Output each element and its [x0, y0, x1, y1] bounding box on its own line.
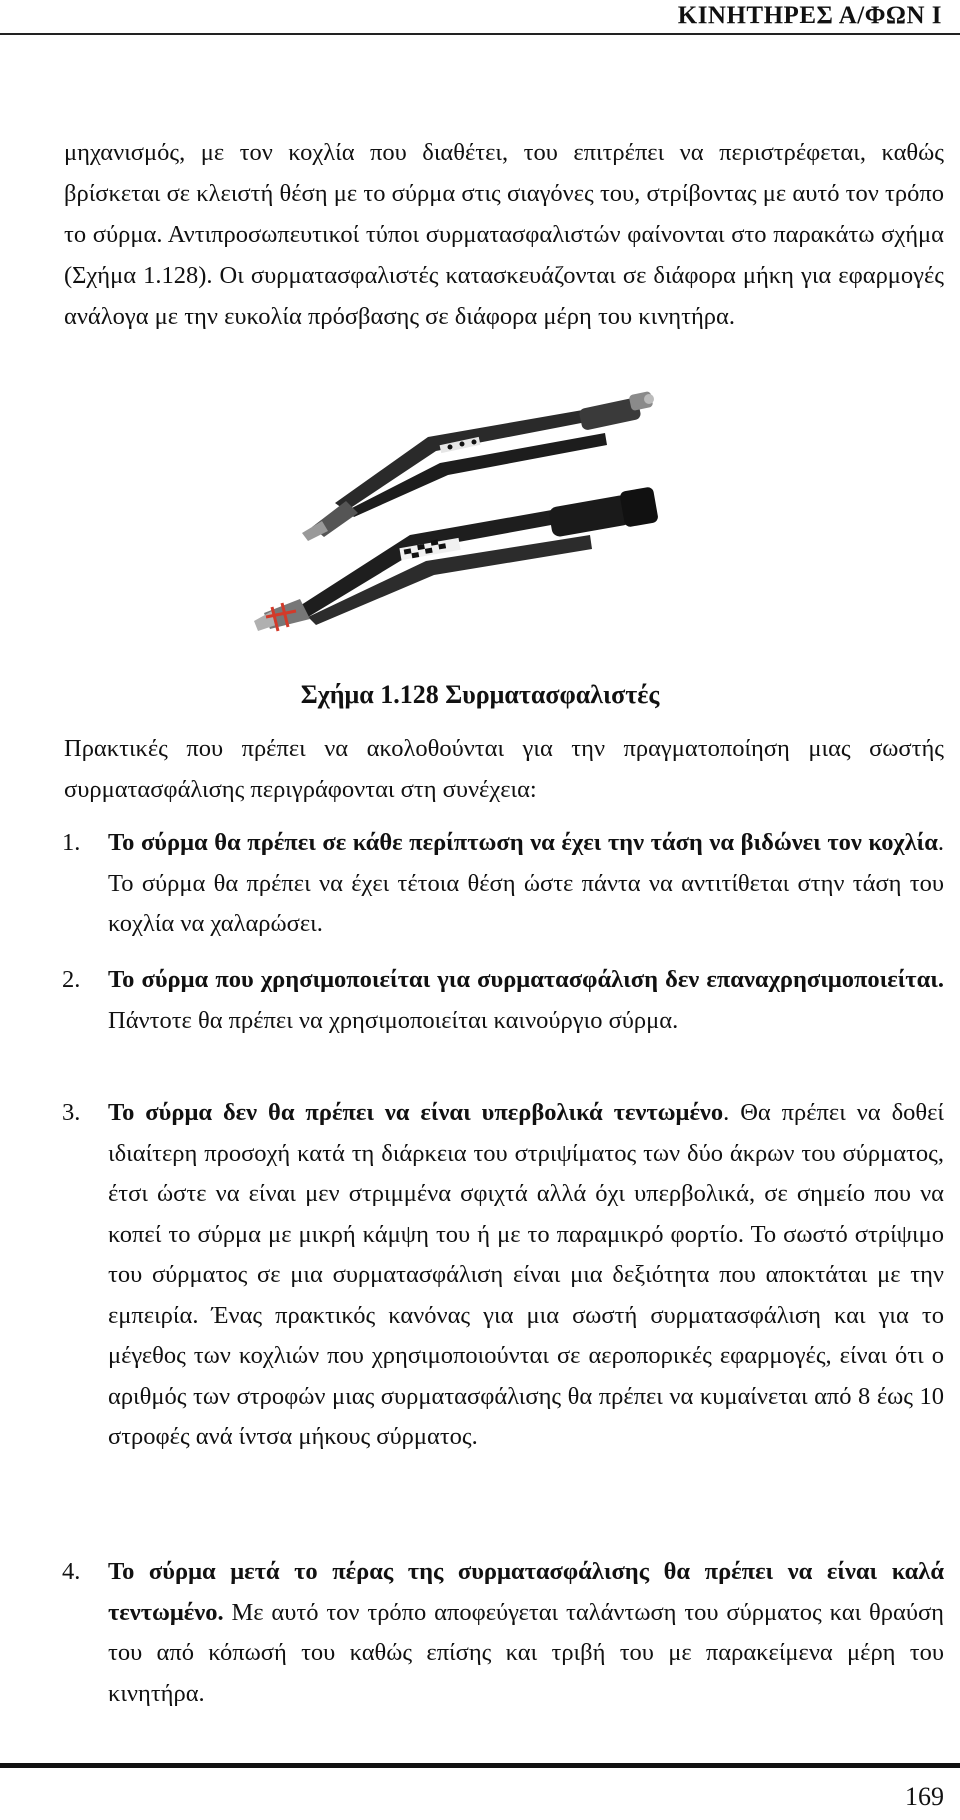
footer-divider — [0, 1763, 960, 1768]
figure-caption: Σχήμα 1.128 Συρματασφαλιστές — [300, 680, 660, 709]
list-item-emphasis: Το σύρμα δεν θα πρέπει να είναι υπερβολικά τεντωμένο — [108, 1099, 724, 1126]
list-item-emphasis: Το σύρμα θα πρέπει σε κάθε περίπτωση να έχει την τάση να βιδώνει τον κοχλία — [108, 829, 938, 856]
list-item-text: . Θα πρέπει να δοθεί ιδιαίτερη προσοχή κατά τη διάρκεια του στριψίματος των δύο άκρων του σύρματος, έτσι ώστε να είναι μεν στριμμένα σφιχτά αλλά όχι υπερβολικά, σε σημείο που να κοπεί το σύρμα με μικρή κάμψη του ή με το παραμικρό φορτίο. Το σωστό στρίψιμο του σύρματος σε μια συρματασφάλιση είναι μια δεξιότητα που αποκτάται με την εμπειρία. Ένας πρακτικός κανόνας για μια σωστή συρματασφάλιση και για το μέγεθος των κοχλιών που χρησιμοποιούνται σε αεροπορικές εφαρμογές, είναι ότι ο αριθμός των στροφών μιας συρματασφάλισης θα πρέπει να κυμαίνεται από 8 έως 10 στροφές ανά ίντσα μήκους σύρματος. — [108, 1099, 944, 1450]
intro-paragraph: μηχανισμός, με τον κοχλία που διαθέτει, του επιτρέπει να περιστρέφεται, καθώς βρίσκεται σε κλειστή θέση με το σύρμα στις σιαγόνες του, στρίβοντας με αυτό τον τρόπο το σύρμα. Αντιπροσωπευτικοί τύποι συρματασφαλιστών φαίνονται στο παρακάτω σχήμα (Σχήμα 1.128). Οι συρματασφαλιστές κατασκευάζονται σε διάφορα μήκη για εφαρμογές ανάλογα με την ευκολία πρόσβασης σε διάφορα μέρη του κινητήρα. — [64, 139, 944, 330]
list-item-text: Πάντοτε θα πρέπει να χρησιμοποιείται καινούργιο σύρμα. — [108, 1006, 679, 1034]
list-item-number: 3. — [62, 1099, 81, 1126]
header-divider — [0, 33, 960, 35]
wire-twister-pliers-illustration — [250, 385, 720, 655]
list-item — [62, 960, 944, 1041]
page-number: 169 — [905, 1782, 944, 1811]
list-item — [62, 1093, 944, 1458]
list-item-emphasis: Το σύρμα μετά το πέρας της συρματασφάλισης θα πρέπει να είναι καλά τεντωμένο. — [108, 1558, 944, 1626]
list-item-text: . Το σύρμα θα πρέπει να έχει τέτοια θέση ώστε πάντα να αντιτίθεται στην τάση του κοχλία να χαλαρώσει. — [108, 829, 944, 937]
list-item-number: 1. — [62, 829, 81, 856]
safety-wire-pliers-figure — [250, 385, 720, 655]
list-item — [62, 823, 944, 945]
lower-pliers-drawing — [254, 486, 659, 631]
list-item-text: Με αυτό τον τρόπο αποφεύγεται ταλάντωση του σύρματος και θραύση του από κόπωσή του καθώς επίσης και τριβή του με παρακείμενα μέρη του κινητήρα. — [108, 1598, 944, 1707]
lead-paragraph: Πρακτικές που πρέπει να ακολοθούνται για την πραγματοποίηση μιας σωστής συρματασφάλισης περιγράφονται στη συνέχεια: — [64, 735, 944, 803]
list-item-emphasis: Το σύρμα που χρησιμοποιείται για συρματασφάλιση δεν επαναχρησιμοποιείται. — [108, 966, 944, 993]
list-item — [62, 1552, 944, 1714]
running-header-title: ΚΙΝΗΤΗΡΕΣ Α/ΦΩΝ Ι — [677, 2, 942, 29]
list-item-number: 4. — [62, 1558, 81, 1585]
list-item-number: 2. — [62, 966, 81, 993]
